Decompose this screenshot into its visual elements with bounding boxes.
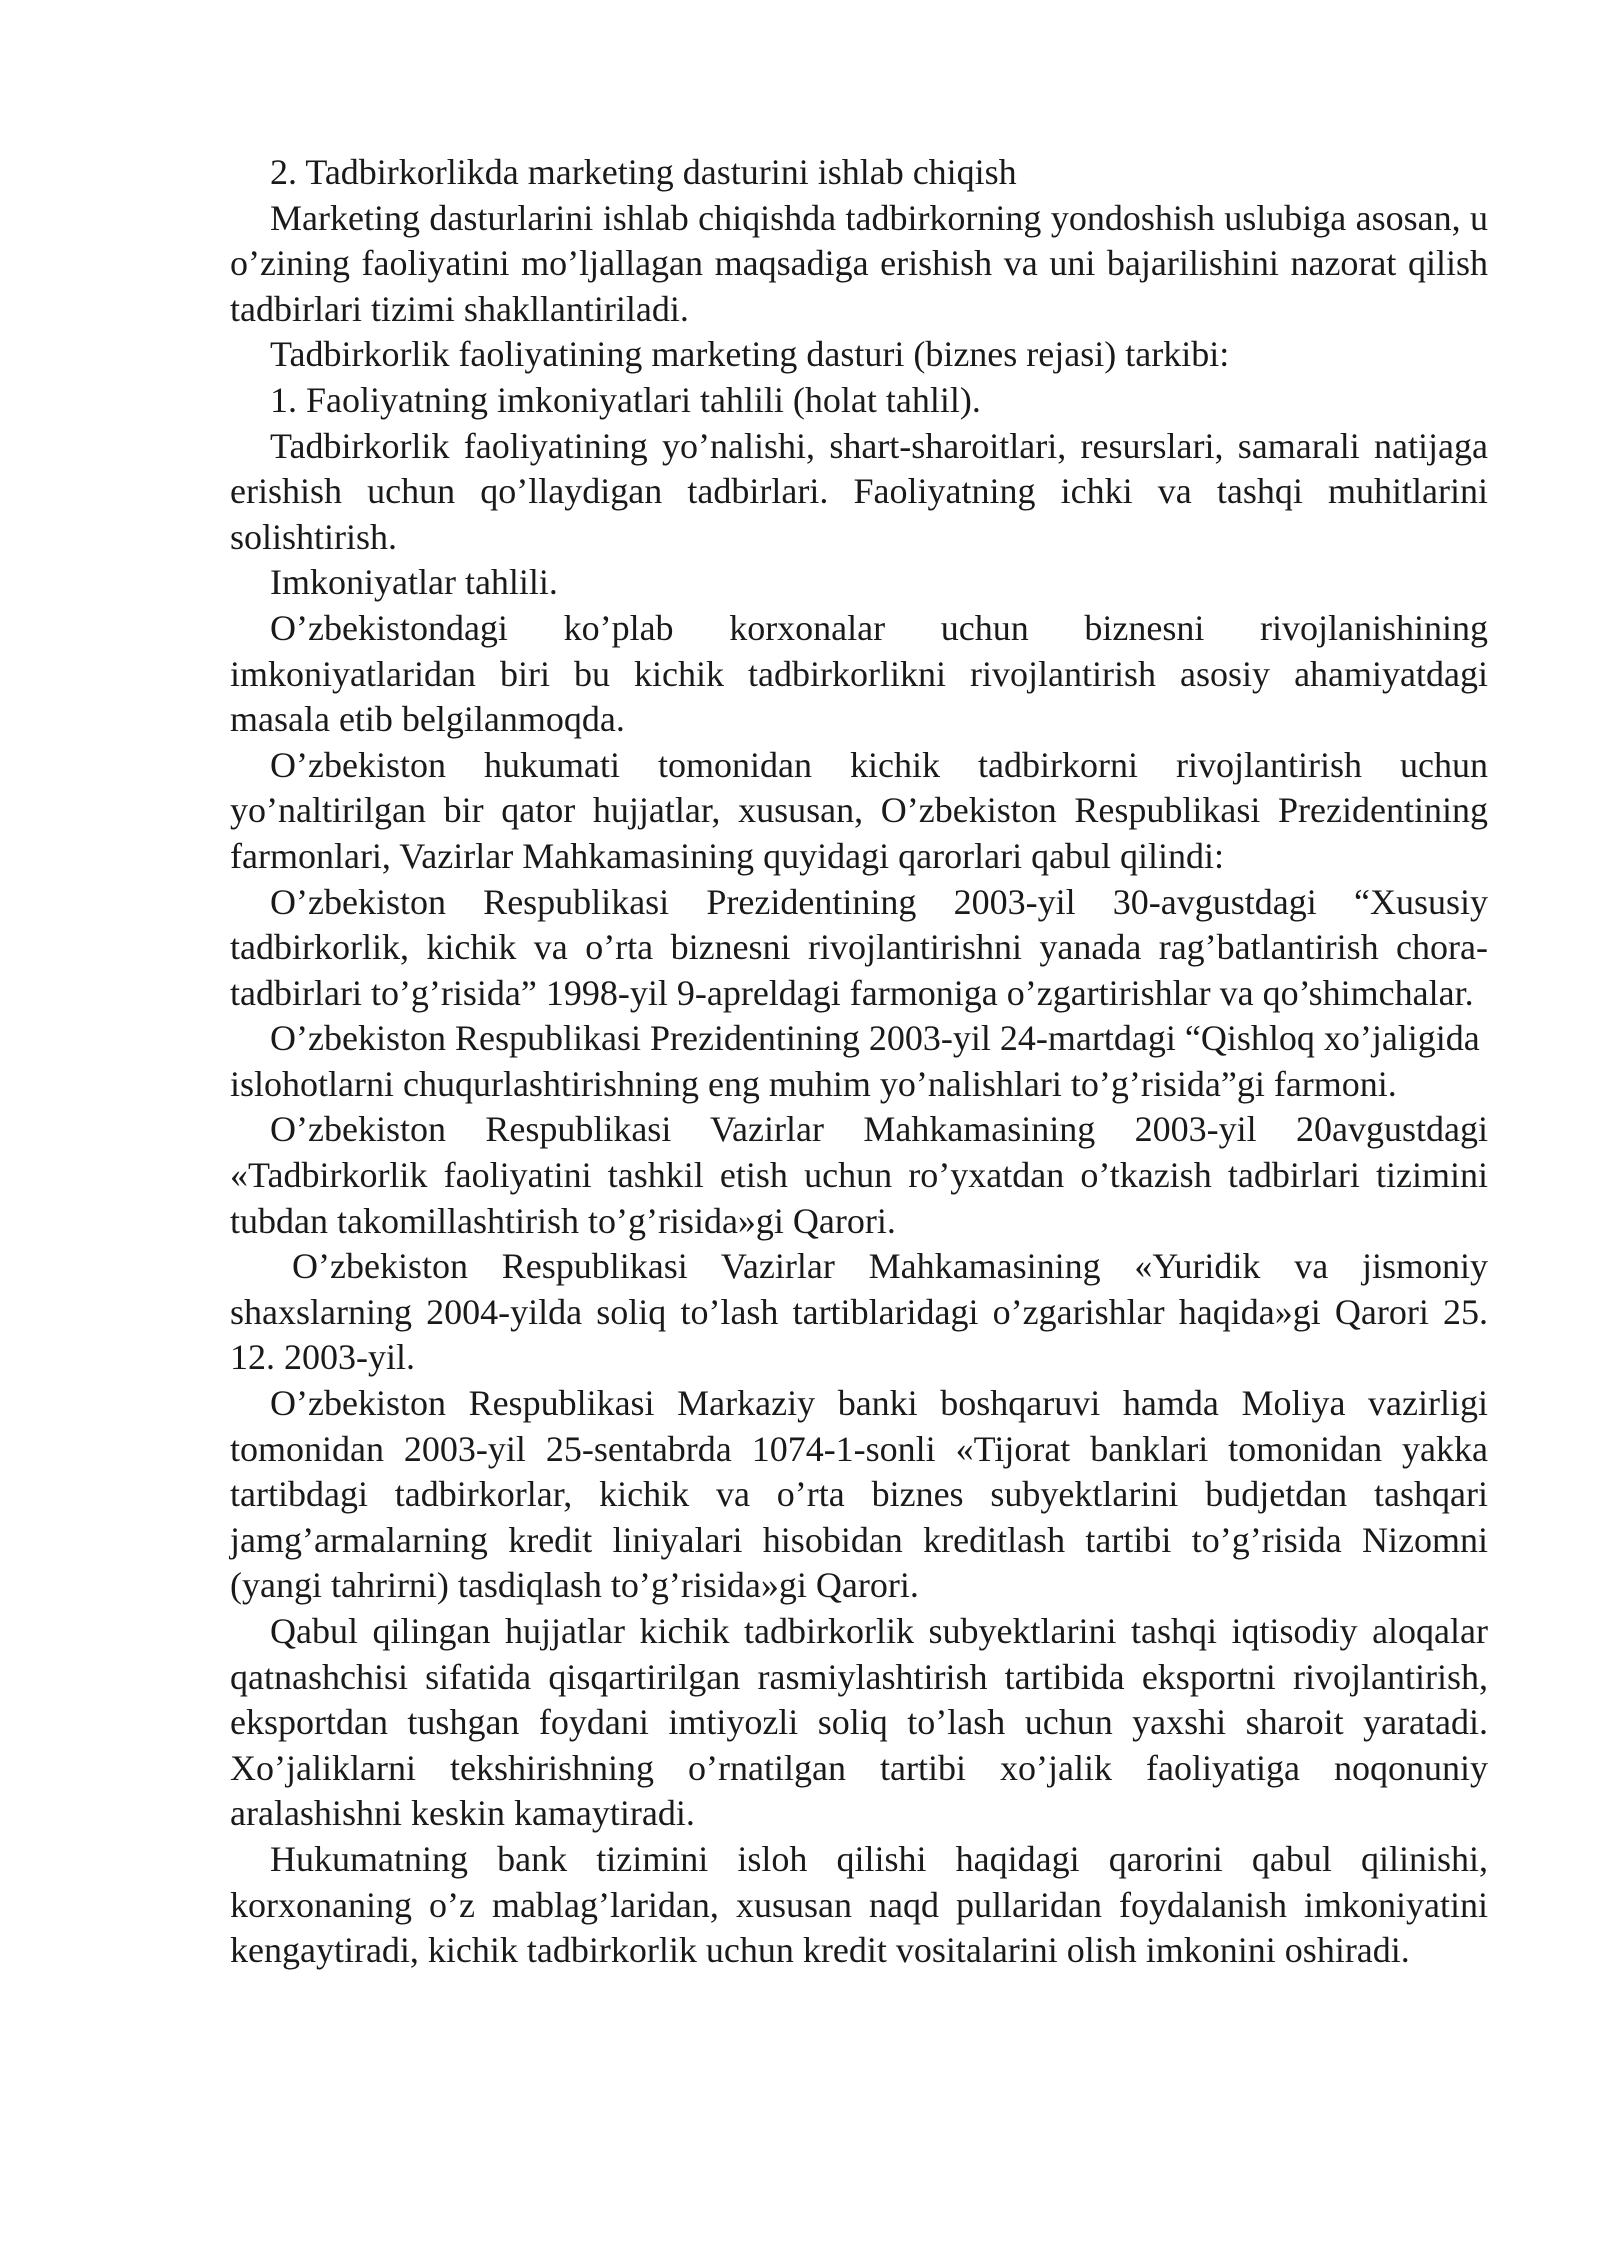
paragraph-resolution-tax: O’zbekiston Respublikasi Vazirlar Mahkamasining «Yuridik va jismoniy shaxslarning 2004-yilda soliq to’lash tartiblaridagi o’zgarishlar haqida»gi Qarori 25. 12. 2003-yil.: [230, 1246, 1488, 1378]
paragraph-resolution-registration: O’zbekiston Respublikasi Vazirlar Mahkamasining 2003-yil 20avgustdagi «Tadbirkorlik faoliyatini tashkil etish uchun ro’yxatdan o’tkazish tadbirlari tizimini tubdan takomillashtirish to’g’risida»gi Qarori.: [230, 1109, 1488, 1241]
document-page: [230, 150, 1488, 1974]
paragraph-plan-contents: Tadbirkorlik faoliyatining marketing dasturi (biznes rejasi) tarkibi:: [270, 334, 1230, 375]
paragraph-intro: Marketing dasturlarini ishlab chiqishda tadbirkorning yondoshish uslubiga asosan, u o’zining faoliyatini mo’ljallagan maqsadiga erishish va uni bajarilishini nazorat qilish tadbirlari tizimi shakllantiriladi.: [230, 197, 1488, 329]
paragraph-decree-march: O’zbekiston Respublikasi Prezidentining 2003-yil 24-martdagi “Qishloq xo’jaligida islohotlarni chuqurlashtirishning eng muhim yo’nalishlari to’g’risida”gi farmoni.: [230, 1018, 1480, 1104]
paragraph-central-bank: O’zbekiston Respublikasi Markaziy banki boshqaruvi hamda Moliya vazirligi tomonidan 2003-yil 25-sentabrda 1074-1-sonli «Tijorat banklari tomonidan yakka tartibdagi tadbirkorlar, kichik va o’rta biznes subyektlarini budjetdan tashqari jamg’armalarning kredit liniyalari hisobidan kreditlash tartibi to’g’risida Nizomni (yangi tahrirni) tasdiqlash to’g’risida»gi Qarori.: [230, 1383, 1488, 1606]
paragraph-adopted-documents: Qabul qilingan hujjatlar kichik tadbirkorlik subyektlarini tashqi iqtisodiy aloqalar qatnashchisi sifatida qisqartirilgan rasmiylashtirish tartibida eksportni rivojlantirish, eksportdan tushgan foydani imtiyozli soliq to’lash uchun yaxshi sharoit yaratadi. Xo’jaliklarni tekshirishning o’rnatilgan tartibi xo’jalik faoliyatiga noqonuniy aralashishni keskin kamaytiradi.: [230, 1611, 1488, 1834]
paragraph-activity-direction: Tadbirkorlik faoliyatining yo’nalishi, shart-sharoitlari, resurslari, samarali natijaga erishish uchun qo’llaydigan tadbirlari. Faoliyatning ichki va tashqi muhitlarini solishtirish.: [230, 425, 1488, 557]
paragraph-government-documents: O’zbekiston hukumati tomonidan kichik tadbirkorni rivojlantirish uchun yo’naltirilgan bir qator hujjatlar, xususan, O’zbekiston Respublikasi Prezidentining farmonlari, Vazirlar Mahkamasining quyidagi qarorlari qabul qilindi:: [230, 744, 1488, 876]
paragraph-uzbek-enterprises: O’zbekistondagi ko’plab korxonalar uchun biznesni rivojlanishining imkoniyatlaridan biri bu kichik tadbirkorlikni rivojlantirish asosiy ahamiyatdagi masala etib belgilanmoqda.: [230, 607, 1488, 740]
paragraph-decree-august: O’zbekiston Respublikasi Prezidentining 2003-yil 30-avgustdagi “Xususiy tadbirkorlik, kichik va o’rta biznesni rivojlantirishni yanada rag’batlantirish chora-tadbirlari to’g’risida” 1998-yil 9-apreldagi farmoniga o’zgartirishlar va qo’shimchalar.: [230, 881, 1488, 1013]
section-heading: 2. Tadbirkorlikda marketing dasturini ishlab chiqish: [270, 152, 1017, 192]
paragraph-bank-reform: Hukumatning bank tizimini isloh qilishi haqidagi qarorini qabul qilinishi, korxonaning o’z mablag’laridan, xususan naqd pullaridan foydalanish imkoniyatini kengaytiradi, kichik tadbirkorlik uchun kredit vositalarini olish imkonini oshiradi.: [230, 1838, 1488, 1971]
paragraph-list-item-1: 1. Faoliyatning imkoniyatlari tahlili (holat tahlil).: [270, 379, 981, 420]
paragraph-opportunity-analysis: Imkoniyatlar tahlili.: [270, 562, 558, 603]
